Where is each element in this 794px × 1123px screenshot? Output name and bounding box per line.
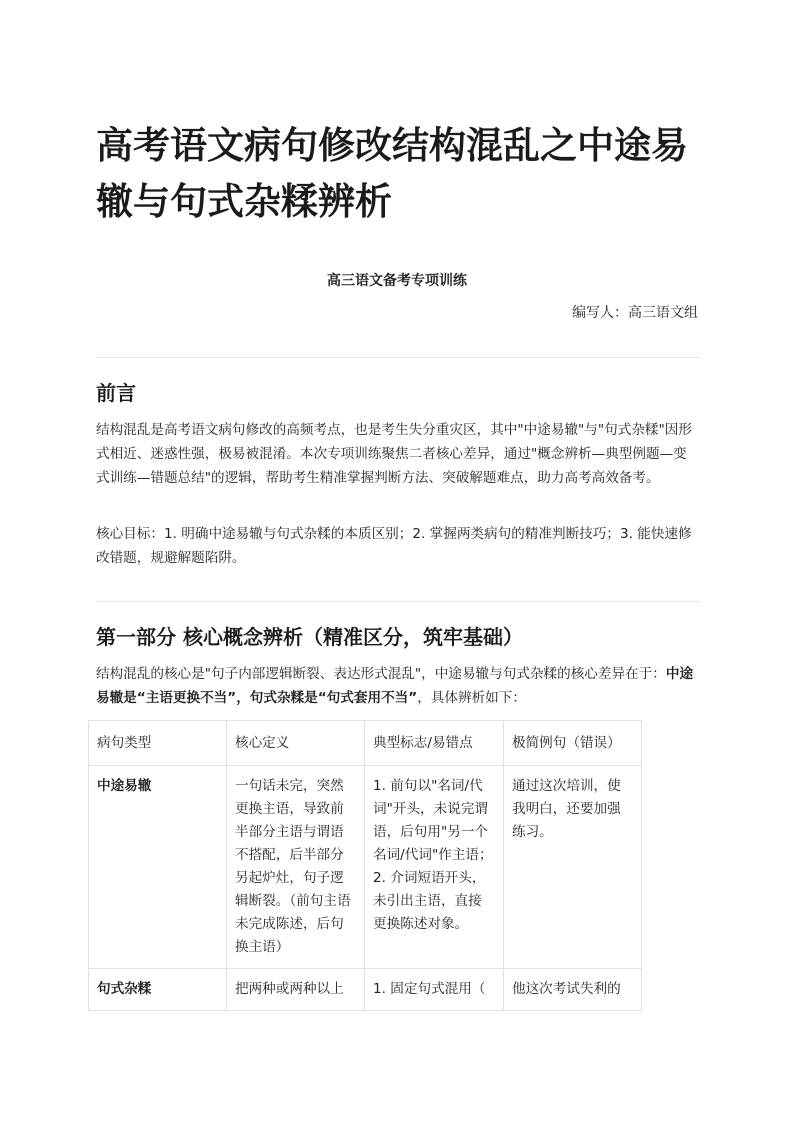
divider (96, 601, 700, 602)
table-cell-example: 通过这次培训，使我明白，还要加强练习。 (504, 766, 642, 969)
part1-intro-tail: ，具体辨析如下： (417, 690, 526, 706)
table-header-row (89, 721, 642, 766)
table-cell-markers: 1. 前句以"名词/代词"开头，未说完谓语，后句用"另一个名词/代词"作主语；2. 介词短语开头，未引出主语，直接更换陈述对象。 (365, 766, 504, 969)
part1-intro-key: 中途易辙是“主语更换不当”，句式杂糅是“句式套用不当” (96, 666, 694, 706)
table-cell-markers: 1. 固定句式混用（ (365, 969, 504, 1011)
table-cell-definition: 一句话未完，突然更换主语，导致前半部分主语与谓语不搭配，后半部分另起炉灶，句子逻辑断裂。（前句主语未完成陈述，后句换主语） (227, 766, 365, 969)
comparison-table (88, 720, 642, 1011)
part1-intro-text: 结构混乱的核心是"句子内部逻辑断裂、表达形式混乱"，中途易辙与句式杂糅的核心差异在于： (96, 666, 666, 682)
part1-intro (96, 662, 700, 710)
table-header-cell: 核心定义 (227, 721, 365, 766)
table-cell-type: 中途易辙 (89, 766, 227, 969)
divider (96, 357, 700, 358)
table-cell-example: 他这次考试失利的 (504, 969, 642, 1011)
preface-paragraph: 结构混乱是高考语文病句修改的高频考点，也是考生失分重灾区，其中"中途易辙"与"句式杂糅"因形式相近、迷惑性强，极易被混淆。本次专项训练聚焦二者核心差异，通过"概念辨析—典型例题—变式训练—错题总结"的逻辑，帮助考生精准掌握判断方法、突破解题难点，助力高考高效备考。 (96, 422, 692, 486)
document-author: 编写人：高三语文组 (572, 305, 698, 321)
table-header-cell: 典型标志/易错点 (365, 721, 504, 766)
preface-goals: 核心目标：1. 明确中途易辙与句式杂糅的本质区别；2. 掌握两类病句的精准判断技巧；3. 能快速修改错题，规避解题陷阱。 (96, 526, 692, 566)
preface-heading: 前言 (96, 381, 136, 405)
table-row (89, 766, 642, 969)
table-cell-type: 句式杂糅 (89, 969, 227, 1011)
document-title: 高考语文病句修改结构混乱之中途易辙与句式杂糅辨析 (96, 124, 688, 223)
table-row (89, 969, 642, 1011)
table-cell-definition: 把两种或两种以上 (227, 969, 365, 1011)
document-subtitle: 高三语文备考专项训练 (327, 273, 467, 289)
table-header-cell: 极简例句（错误） (504, 721, 642, 766)
table-header-cell: 病句类型 (89, 721, 227, 766)
part1-heading: 第一部分 核心概念辨析（精准区分，筑牢基础） (96, 625, 523, 649)
